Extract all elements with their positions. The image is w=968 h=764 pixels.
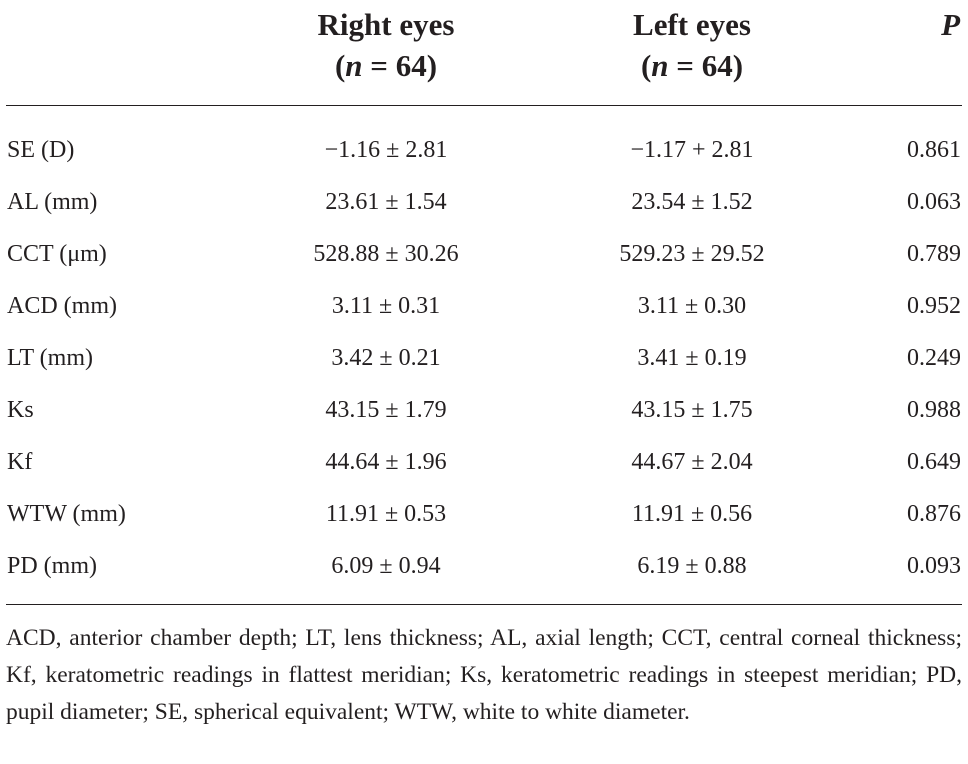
- left-eyes-value: −1.17 + 2.81: [630, 137, 754, 163]
- p-value: 0.988: [907, 397, 961, 423]
- table-row: [0, 124, 968, 176]
- left-eyes-value: 529.23 ± 29.52: [619, 241, 765, 267]
- p-value: 0.876: [907, 501, 961, 527]
- table-row: [0, 280, 968, 332]
- right-eyes-value: 6.09 ± 0.94: [331, 553, 441, 579]
- right-eyes-value: 11.91 ± 0.53: [325, 501, 447, 527]
- left-eyes-value: 43.15 ± 1.75: [631, 397, 753, 423]
- row-label: CCT (μm): [7, 241, 107, 267]
- p-value: 0.093: [907, 553, 961, 579]
- row-label: SE (D): [7, 137, 75, 163]
- left-eyes-value: 23.54 ± 1.52: [631, 189, 753, 215]
- left-eyes-value: 11.91 ± 0.56: [631, 501, 753, 527]
- left-eyes-value: 44.67 ± 2.04: [631, 449, 753, 475]
- column-header-right-eyes-title: Right eyes: [317, 7, 455, 42]
- right-eyes-value: −1.16 ± 2.81: [324, 137, 448, 163]
- right-eyes-value: 528.88 ± 30.26: [313, 241, 459, 267]
- p-value: 0.649: [907, 449, 961, 475]
- right-eyes-value: 23.61 ± 1.54: [325, 189, 447, 215]
- row-label: LT (mm): [7, 345, 94, 371]
- right-eyes-value: 3.42 ± 0.21: [331, 345, 441, 371]
- p-value: 0.952: [907, 293, 961, 319]
- table-row: [0, 384, 968, 436]
- table-row: [0, 332, 968, 384]
- left-eyes-value: 3.11 ± 0.30: [637, 293, 747, 319]
- column-header-p-value: P: [941, 7, 960, 42]
- table-row: [0, 436, 968, 488]
- table-footnote: ACD, anterior chamber depth; LT, lens thickness; AL, axial length; CCT, central corneal thickness; Kf, keratometric readings in flattest meridian; Ks, keratometric readings in steepest meridian; PD, pupil diameter; SE, spherical equivalent; WTW, white to white diameter.: [6, 625, 962, 725]
- left-eyes-value: 6.19 ± 0.88: [637, 553, 747, 579]
- column-header-left-eyes-title: Left eyes: [633, 7, 751, 42]
- column-header-left-eyes-n: (n = 64): [640, 48, 744, 83]
- row-label: WTW (mm): [7, 501, 126, 527]
- row-label: AL (mm): [7, 189, 98, 215]
- p-value: 0.789: [907, 241, 961, 267]
- table-row: [0, 176, 968, 228]
- p-value: 0.249: [907, 345, 961, 371]
- row-label: ACD (mm): [7, 293, 117, 319]
- row-label: Ks: [7, 397, 34, 423]
- right-eyes-value: 3.11 ± 0.31: [331, 293, 441, 319]
- row-label: PD (mm): [7, 553, 97, 579]
- right-eyes-value: 44.64 ± 1.96: [325, 449, 447, 475]
- left-eyes-value: 3.41 ± 0.19: [637, 345, 747, 371]
- row-label: Kf: [7, 449, 33, 475]
- column-header-left-eyes: [592, 4, 792, 86]
- table-row: [0, 228, 968, 280]
- p-value: 0.063: [907, 189, 961, 215]
- table-row: [0, 488, 968, 540]
- table-bottom-rule: [6, 604, 962, 605]
- table-top-rule: [6, 105, 962, 106]
- right-eyes-value: 43.15 ± 1.79: [325, 397, 447, 423]
- p-value: 0.861: [907, 137, 961, 163]
- column-header-right-eyes-n: (n = 64): [334, 48, 438, 83]
- table-row: [0, 540, 968, 592]
- column-header-right-eyes: [286, 4, 486, 86]
